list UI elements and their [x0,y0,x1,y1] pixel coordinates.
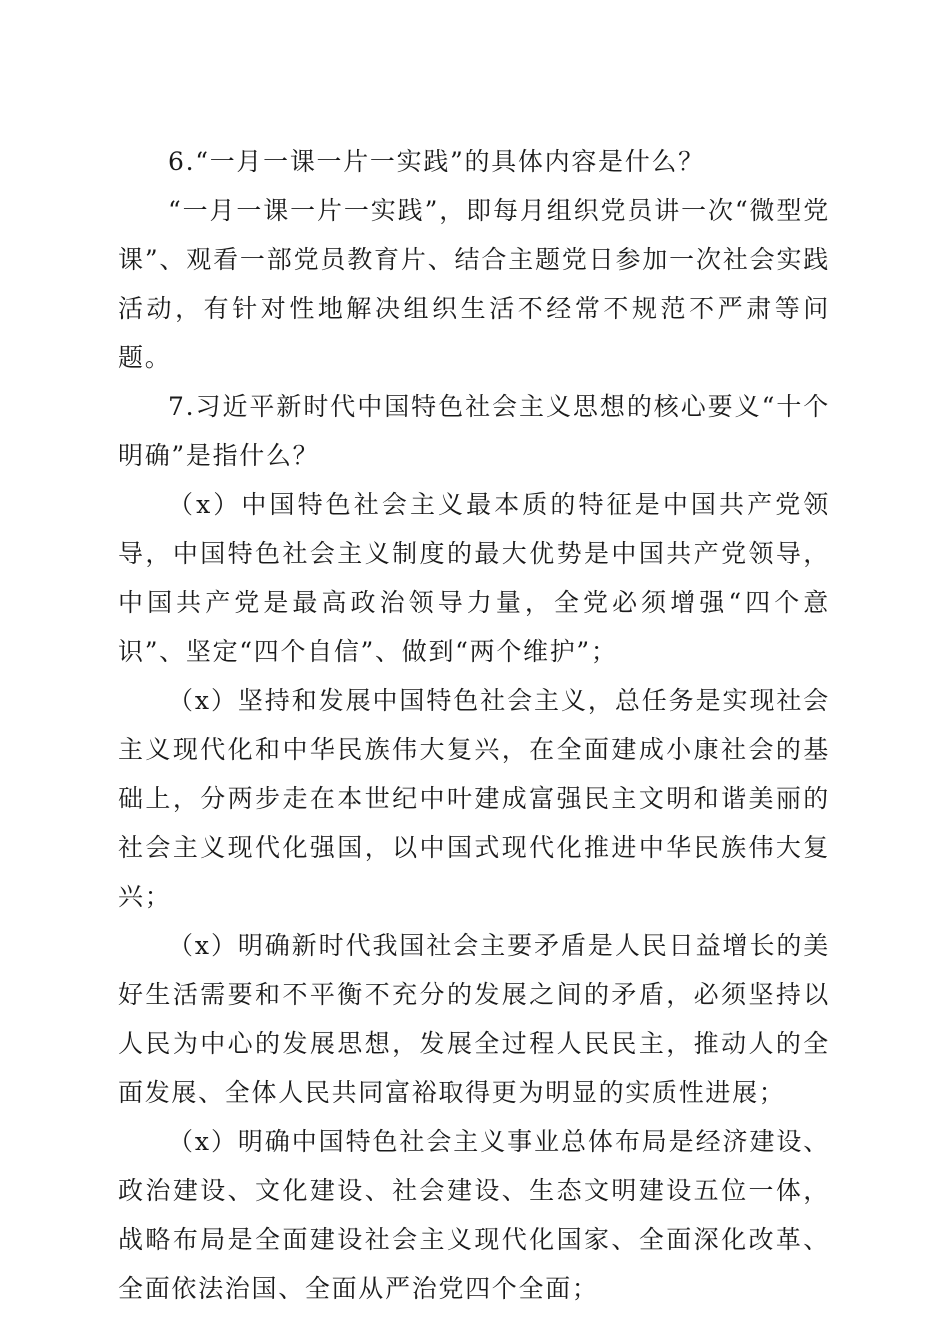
answer-7-item-3: （x）明确新时代我国社会主要矛盾是人民日益增长的美好生活需要和不平衡不充分的发展之间的矛盾，必须坚持以人民为中心的发展思想，发展全过程人民民主，推动人的全面发展、全体人民共同富裕取得更为明显的实质性进展； [118,931,830,1107]
document-body [118,137,830,1313]
answer-6-paragraph: “一月一课一片一实践”，即每月组织党员讲一次“微型党课”、观看一部党员教育片、结合主题党日参加一次社会实践活动，有针对性地解决组织生活不经常不规范不严肃等问题。 [118,196,830,372]
answer-7-item-4: （x）明确中国特色社会主义事业总体布局是经济建设、政治建设、文化建设、社会建设、生态文明建设五位一体，战略布局是全面建设社会主义现代化国家、全面深化改革、全面依法治国、全面从严治党四个全面； [118,1127,830,1303]
question-7-heading: 7.习近平新时代中国特色社会主义思想的核心要义“十个明确”是指什么？ [118,392,830,470]
answer-7-item-1: （x）中国特色社会主义最本质的特征是中国共产党领导，中国特色社会主义制度的最大优势是中国共产党领导，中国共产党是最高政治领导力量，全党必须增强“四个意识”、坚定“四个自信”、做到“两个维护”； [118,490,830,666]
question-6-heading: 6.“一月一课一片一实践”的具体内容是什么？ [168,147,705,176]
answer-7-item-2: （x）坚持和发展中国特色社会主义，总任务是实现社会主义现代化和中华民族伟大复兴，在全面建成小康社会的基础上，分两步走在本世纪中叶建成富强民主文明和谐美丽的社会主义现代化强国，以中国式现代化推进中华民族伟大复兴； [118,686,830,911]
